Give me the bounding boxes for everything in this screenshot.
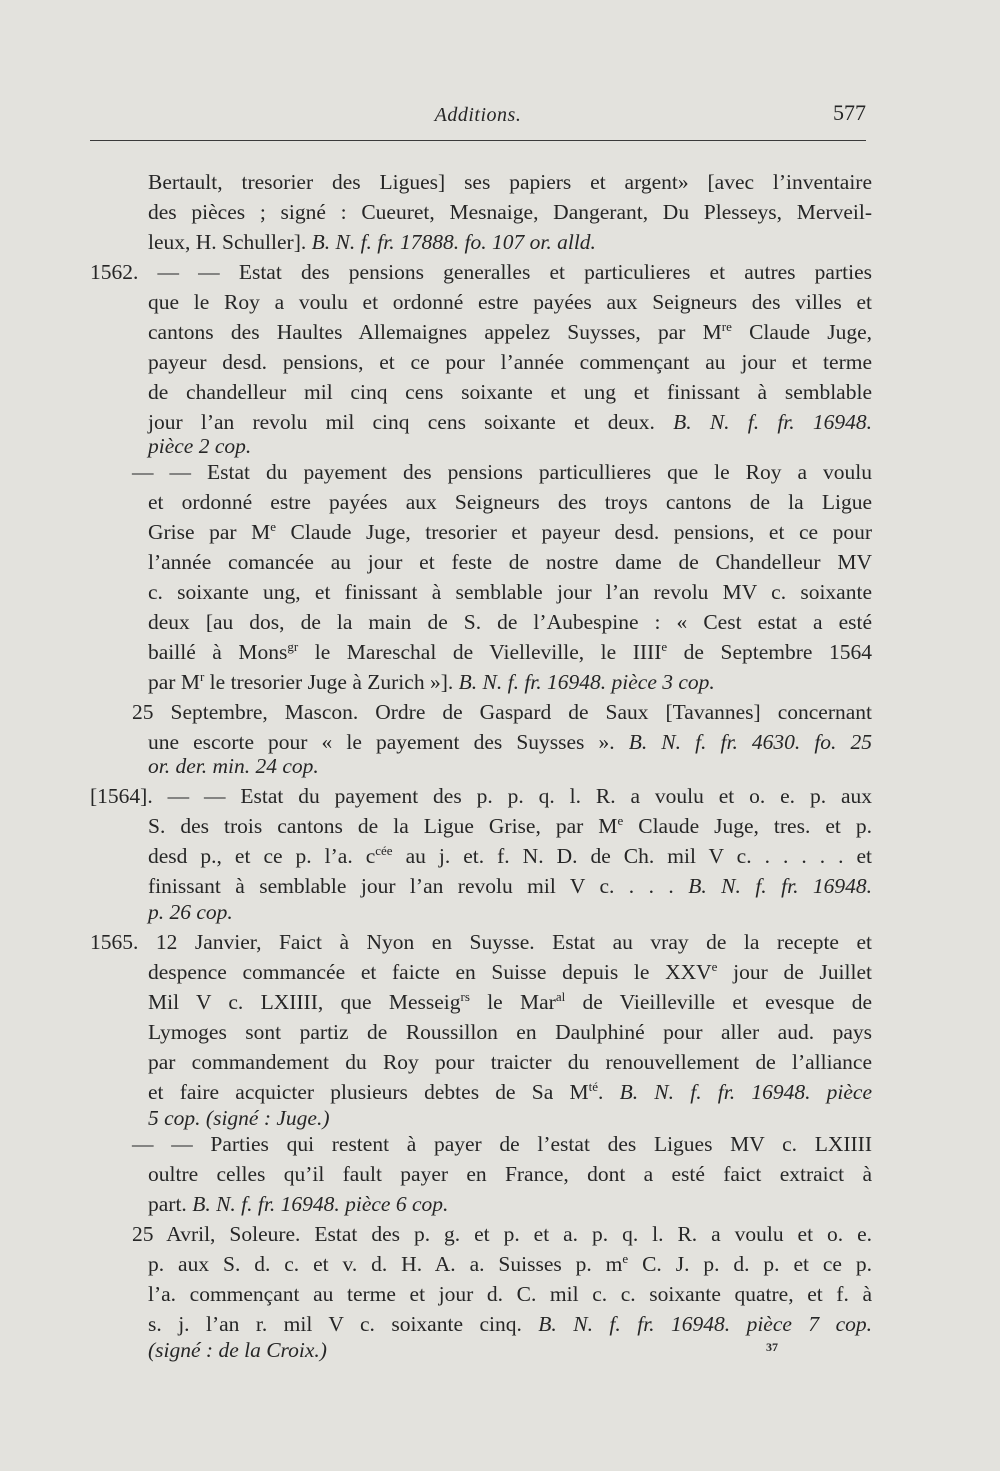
text-line: leux, H. Schuller]. B. N. f. fr. 17888. fo. 107 or. alld.	[148, 230, 596, 254]
text-line: c. soixante ung, et finissant à semblable jour l’an revolu MV c. soixante	[148, 580, 872, 604]
text-line: Bertault, tresorier des Ligues] ses papiers et argent» [avec l’inventaire	[148, 170, 872, 194]
entry-25-avril: 25 Avril, Soleure. Estat des p. g. et p. et a. p. q. l. R. a voulu et o. e.	[132, 1222, 872, 1246]
text-line: p. aux S. d. c. et v. d. H. A. a. Suisses p. $m^e$ C. J. p. d. p. et ce p.	[148, 1251, 872, 1276]
source-reference: B. N. f. fr. 4630. fo. 25	[628, 730, 872, 754]
page-number: 577	[833, 100, 866, 125]
text-line: jour l’an revolu mil cinq cens soixante et deux. B. N. f. fr. 16948.	[148, 410, 873, 434]
text-line: l’a. commençant au terme et jour d. C. mil c. c. soixante quatre, et f. à	[148, 1282, 872, 1306]
text-line: l’année comancée au jour et feste de nostre dame de Chandelleur MV	[148, 550, 872, 574]
source-reference: 5 cop. (signé : Juge.)	[148, 1106, 330, 1130]
text-line: S. des trois cantons de la Ligue Grise, par Me Claude Juge, tres. et p.	[148, 813, 872, 838]
entry-1562: 1562. — — Estat des pensions generalles et particulieres et autres parties	[90, 260, 872, 284]
source-reference: B. N. f. fr. 16948.	[673, 410, 873, 434]
source-reference: B. N. f. fr. 16948. pièce 3 cop.	[458, 670, 715, 694]
text-line: par $M^r$ le tresorier Juge à Zurich »]. B. N. f. fr. 16948. pièce 3 cop.	[148, 669, 715, 694]
text-line: de chandelleur mil cinq cens soixante et ung et finissant à semblable	[148, 380, 872, 404]
text-line: Mil V c. LXIIII, que Messeig$^{rs}$ le Mar$^{al}$ de Vieilleville et evesque de	[148, 989, 872, 1014]
source-reference: p. 26 cop.	[148, 900, 233, 924]
entry-dash: — — Estat du payement des pensions particullieres que le Roy a voulu	[132, 460, 872, 484]
text-line: payeur desd. pensions, et ce pour l’année commençant au jour et terme	[148, 350, 872, 374]
text-line: deux [au dos, de la main de S. de l’Aubespine : « Cest estat a esté	[148, 610, 872, 634]
text-line: des pièces ; signé : Cueuret, Mesnaige, Dangerant, Du Plesseys, Merveil-	[148, 200, 872, 224]
signature-mark: 37	[766, 1340, 778, 1354]
running-title: Additions.	[434, 104, 522, 126]
source-reference: B. N. f. fr. 16948. pièce 6 cop.	[192, 1192, 449, 1216]
text-line	[148, 752, 872, 782]
text-line: que le Roy a voulu et ordonné estre payées aux Seigneurs des villes et	[148, 290, 872, 314]
text-line: cantons des Haultes Allemaignes appelez Suysses, par Mre Claude Juge,	[148, 319, 872, 344]
text-line: et faire acquicter plusieurs debtes de Sa $M^{té}$. B. N. f. fr. 16948. pièce	[148, 1079, 873, 1104]
source-reference: pièce 2 cop.	[148, 434, 252, 458]
text-line: baillé à Mons$^{gr}$ le Mareschal de Vielleville, le IIIIe de Septembre 1564	[148, 639, 872, 664]
text-line: finissant à semblable jour l’an revolu mil V c. . . . B. N. f. fr. 16948.	[148, 874, 873, 898]
source-reference: (signé : de la Croix.)	[148, 1338, 327, 1362]
text-line: oultre celles qu’il fault payer en France, dont a esté faict extraict à	[148, 1162, 872, 1186]
text-line: despence commancée et faicte en Suisse depuis le XXVe jour de Juillet	[148, 959, 872, 984]
source-reference: B. N. f. fr. 16948. pièce 7 cop.	[538, 1312, 872, 1336]
entry-25-septembre: 25 Septembre, Mascon. Ordre de Gaspard de Saux [Tavannes] concernant	[132, 700, 872, 724]
header-rule	[90, 140, 866, 141]
text-line: Grise par Me Claude Juge, tresorier et payeur desd. pensions, et ce pour	[148, 519, 873, 544]
source-reference: B. N. f. fr. 16948. pièce	[619, 1080, 873, 1104]
text-line: par commandement du Roy pour traicter du renouvellement de l’alliance	[148, 1050, 872, 1074]
text-line: desd p., et ce p. l’a. $c^{cée}$ au j. et. f. N. D. de Ch. mil V c. . . . . . et	[148, 843, 873, 868]
entry-1564: [1564]. — — Estat du payement des p. p. q. l. R. a voulu et o. e. p. aux	[90, 784, 872, 808]
source-reference: or. der. min. 24 cop.	[148, 754, 319, 778]
text-line: part. B. N. f. fr. 16948. pièce 6 cop.	[148, 1192, 449, 1216]
entry-dash: — — Parties qui restent à payer de l’estat des Ligues MV c. LXIIII	[132, 1132, 872, 1156]
entry-1565: 1565. 12 Janvier, Faict à Nyon en Suysse. Estat au vray de la recepte et	[90, 930, 872, 954]
running-head	[90, 100, 866, 134]
source-reference: B. N. f. fr. 17888. fo. 107 or. alld.	[311, 230, 596, 254]
source-reference: B. N. f. fr. 16948.	[688, 874, 873, 898]
text-line	[148, 898, 872, 928]
text-line: Lymoges sont partiz de Roussillon en Daulphiné pour aller aud. pays	[148, 1020, 872, 1044]
text-line: une escorte pour « le payement des Suysses ». B. N. f. fr. 4630. fo. 25	[148, 730, 872, 754]
text-line: et ordonné estre payées aux Seigneurs des troys cantons de la Ligue	[148, 490, 872, 514]
text-line	[148, 1336, 872, 1366]
text-line: s. j. l’an r. mil V c. soixante cinq. B. N. f. fr. 16948. pièce 7 cop.	[148, 1312, 872, 1336]
